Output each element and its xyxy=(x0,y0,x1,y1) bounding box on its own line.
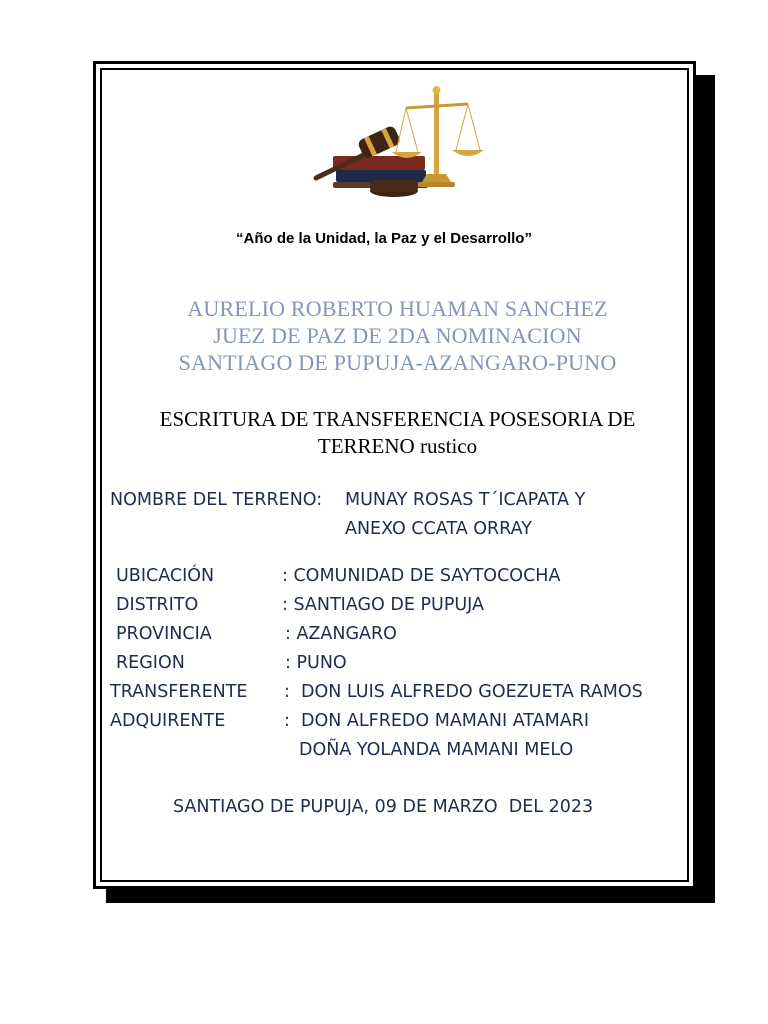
adquirente-value: : DON ALFREDO MAMANI ATAMARI xyxy=(284,711,590,731)
justice-emblem xyxy=(298,84,498,208)
region-label: REGION xyxy=(116,653,185,673)
provincia-value: : AZANGARO xyxy=(285,624,397,644)
provincia-label: PROVINCIA xyxy=(116,624,212,644)
transferente-value: : DON LUIS ALFREDO GOEZUETA RAMOS xyxy=(284,682,643,702)
place-and-date: SANTIAGO DE PUPUJA, 09 DE MARZO DEL 2023 xyxy=(173,797,594,817)
judge-location: SANTIAGO DE PUPUJA-AZANGARO-PUNO xyxy=(178,350,617,375)
adquirente-label: ADQUIRENTE xyxy=(110,711,226,731)
land-name-label: NOMBRE DEL TERRENO: xyxy=(110,490,323,510)
document-title-line1: ESCRITURA DE TRANSFERENCIA POSESORIA DE xyxy=(159,407,636,431)
region-value: : PUNO xyxy=(285,653,347,673)
distrito-label: DISTRITO xyxy=(116,595,199,615)
judge-name: AURELIO ROBERTO HUAMAN SANCHEZ xyxy=(187,296,608,321)
land-name-value-line1: MUNAY ROSAS T´ICAPATA Y xyxy=(345,490,586,510)
adquirente-value-line2: DOÑA YOLANDA MAMANI MELO xyxy=(299,740,574,760)
ubicacion-label: UBICACIÓN xyxy=(116,566,215,586)
transferente-label: TRANSFERENTE xyxy=(110,682,248,702)
land-name-value-line2: ANEXO CCATA ORRAY xyxy=(345,519,532,539)
distrito-value: : SANTIAGO DE PUPUJA xyxy=(282,595,485,615)
official-motto: “Año de la Unidad, la Paz y el Desarrollo” xyxy=(236,230,532,247)
document-title-line2: TERRENO rustico xyxy=(317,434,478,458)
ubicacion-value: : COMUNIDAD DE SAYTOCOCHA xyxy=(282,566,561,586)
judge-position: JUEZ DE PAZ DE 2DA NOMINACION xyxy=(213,323,582,348)
